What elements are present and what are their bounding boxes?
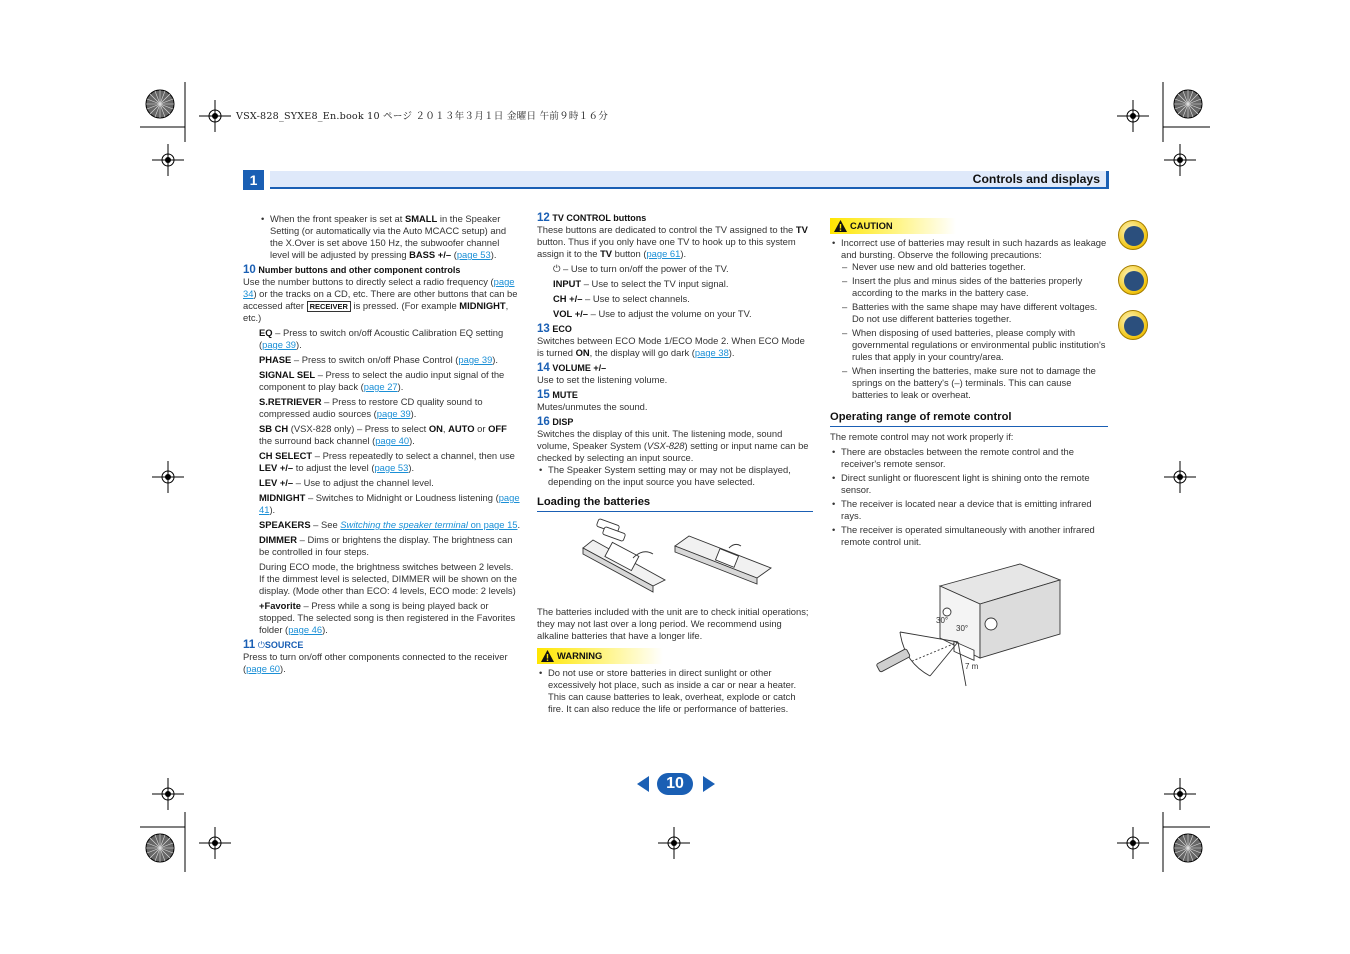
list-item: • The Speaker System setting may or may not be displayed, depending on the input source you have selected.	[537, 464, 813, 488]
warning-text: • Do not use or store batteries in direct sunlight or other excessively hot place, such as inside a car or near a heater. This can cause batteries to leak, overheat, explode or catch fire. It can also reduce the life or performance of batteries.	[537, 667, 813, 715]
list-item: – Never use new and old batteries together.	[832, 261, 1108, 273]
angle-label-left: 30°	[936, 616, 949, 625]
section-13-heading: 13 ECO	[537, 323, 572, 335]
page-link[interactable]: page 40	[375, 435, 410, 446]
range-intro: The remote control may not work properly if:	[830, 431, 1014, 442]
list-item: – Batteries with the same shape may have different voltages. Do not use different batteries together.	[832, 301, 1108, 325]
signal-sel-item: SIGNAL SEL – Press to select the audio input signal of the component to play back (page 27).	[259, 369, 505, 392]
page-link[interactable]: page 34	[243, 276, 515, 299]
angle-label-right: 30°	[956, 624, 969, 633]
index-icon[interactable]	[1118, 265, 1148, 295]
page-link[interactable]: page 53	[374, 462, 409, 473]
list-item: – When disposing of used batteries, please comply with governmental regulations or environmental public institution's rules that apply in your country/area.	[832, 327, 1108, 363]
section-13-text: Switches between ECO Mode 1/ECO Mode 2. When ECO Mode is turned ON, the display will go dark (page 38).	[537, 335, 805, 358]
eco-dimmer-note: During ECO mode, the brightness switches between 2 levels. If the dimmest level is selected, DIMMER will be shown on the display. (Mode other than ECO: 4 levels, ECO mode: 2 levels)	[259, 561, 517, 596]
section-16-text: Switches the display of this unit. The listening mode, sound volume, Speaker System (VSX-828) setting or input name can be checked by selecting an input source.	[537, 428, 809, 463]
list-item: • The receiver is operated simultaneously with another infrared remote control unit.	[830, 524, 1108, 548]
page-link[interactable]: page 46	[288, 624, 323, 635]
chapter-number: 1	[243, 170, 264, 190]
column-left	[243, 213, 521, 678]
list-item: • There are obstacles between the remote control and the receiver's remote sensor.	[830, 446, 1108, 470]
header-band	[270, 171, 1109, 189]
caution-text: • Incorrect use of batteries may result in such hazards as leakage and bursting. Observe the following precautions:	[830, 237, 1108, 261]
column-middle	[537, 212, 813, 715]
page-number: 10	[657, 773, 693, 795]
next-page-icon[interactable]	[701, 776, 715, 792]
speaker-terminal-link[interactable]: Switching the speaker terminal on page 15	[340, 519, 518, 530]
list-item: – When inserting the batteries, make sure not to damage the springs on the battery's (–) terminals. This can cause batteries to leak or overheat.	[832, 365, 1108, 401]
warning-badge: WARNING	[537, 648, 663, 664]
section-15-text: Mutes/unmutes the sound.	[537, 401, 648, 412]
receiver-button-label: RECEIVER	[307, 301, 351, 312]
tv-vol-item: VOL +/– – Use to adjust the volume on your TV.	[553, 308, 752, 319]
list-item: – Insert the plus and minus sides of the batteries properly according to the marks in the battery case.	[832, 275, 1108, 299]
ch-select-item: CH SELECT – Press repeatedly to select a channel, then use LEV +/– to adjust the level (page 53).	[259, 450, 515, 473]
section-15-heading: 15 MUTE	[537, 389, 578, 401]
page-title: Controls and displays	[972, 172, 1100, 186]
section-14-text: Use to set the listening volume.	[537, 374, 668, 385]
range-title: Operating range of remote control	[830, 411, 1108, 427]
bass-note	[243, 213, 521, 261]
page-link[interactable]: page 61	[646, 248, 681, 259]
tv-ch-item: CH +/– – Use to select channels.	[553, 293, 690, 304]
tv-power-item: ⏻ – Use to turn on/off the power of the TV.	[553, 263, 729, 274]
page-link[interactable]: page 53	[456, 249, 491, 260]
section-14-heading: 14 VOLUME +/–	[537, 362, 607, 374]
page-navigator	[637, 773, 715, 795]
sb-ch-item: SB CH (VSX-828 only) – Press to select ON, AUTO or OFF the surround back channel (page 40).	[259, 423, 507, 446]
eq-item: EQ – Press to switch on/off Acoustic Calibration EQ setting (page 39).	[259, 327, 504, 350]
power-icon: ⏻	[553, 263, 561, 274]
power-icon: ⏻	[257, 640, 265, 650]
battery-loading-illustration	[581, 518, 781, 598]
loading-batteries-title: Loading the batteries	[537, 496, 813, 512]
list-item: • Direct sunlight or fluorescent light is shining onto the remote sensor.	[830, 472, 1108, 496]
chapter-header	[243, 170, 1109, 190]
list-item: • When the front speaker is set at SMALL in the Speaker Setting (or automatically via the Auto MCACC setup) and the X.Over is set above 150 Hz, the subwoofer channel level will be adjusted by pressing BASS +/– (page 53).	[259, 213, 521, 261]
page-link[interactable]: page 39	[262, 339, 297, 350]
lev-item: LEV +/– – Use to adjust the channel level.	[259, 477, 434, 488]
page-link[interactable]: page 39	[458, 354, 493, 365]
column-right	[830, 218, 1108, 688]
table-of-contents-icon[interactable]	[1118, 220, 1148, 250]
page-link[interactable]: page 41	[259, 492, 520, 515]
page-link[interactable]: page 60	[246, 663, 281, 674]
speakers-item: SPEAKERS – See Switching the speaker terminal on page 15.	[259, 519, 521, 530]
phase-item: PHASE – Press to switch on/off Phase Control (page 39).	[259, 354, 499, 365]
page-link[interactable]: page 27	[363, 381, 398, 392]
warning-icon	[540, 649, 555, 663]
faq-icon[interactable]	[1118, 310, 1148, 340]
remote-range-diagram	[870, 558, 1110, 688]
precautions-list	[830, 261, 1108, 401]
distance-label: 7 m	[965, 662, 979, 671]
caution-badge: CAUTION	[830, 218, 956, 234]
batteries-note: The batteries included with the unit are to check initial operations; they may not last over a long period. We recommend using alkaline batteries that have a longer life.	[537, 606, 809, 641]
s-retriever-item: S.RETRIEVER – Press to restore CD quality sound to compressed audio sources (page 39).	[259, 396, 483, 419]
section-11-heading: 11 ⏻SOURCE	[243, 639, 304, 651]
section-10-text: Use the number buttons to directly select a radio frequency (page 34) or the tracks on a CD, etc. There are other buttons that can be accessed after RECEIVER is pressed. (For example MIDNIGHT, etc.)	[243, 276, 518, 323]
tv-input-item: INPUT – Use to select the TV input signal.	[553, 278, 729, 289]
page-link[interactable]: page 38	[694, 347, 729, 358]
previous-page-icon[interactable]	[637, 776, 651, 792]
list-item: • The receiver is located near a device that is emitting infrared rays.	[830, 498, 1108, 522]
midnight-item: MIDNIGHT – Switches to Midnight or Loudness listening (page 41).	[259, 492, 520, 515]
dimmer-item: DIMMER – Dims or brightens the display. The brightness can be controlled in four steps.	[259, 534, 513, 557]
caution-icon	[833, 219, 848, 233]
page-link[interactable]: page 39	[376, 408, 411, 419]
section-12-text: These buttons are dedicated to control the TV assigned to the TV button. Thus if you only have one TV to hook up to this system assign it to the TV button (page 61).	[537, 224, 808, 259]
section-12-heading: 12 TV CONTROL buttons	[537, 212, 647, 224]
section-10-heading: 10 Number buttons and other component controls	[243, 264, 461, 276]
favorite-item: +Favorite – Press while a song is being played back or stopped. The selected song is then registered in the Favorites folder (page 46).	[259, 600, 516, 635]
section-11-text: Press to turn on/off other components connected to the receiver (page 60).	[243, 651, 508, 674]
print-header-line: VSX-828_SYXE8_En.book 10 ページ ２０１３年３月１日 金曜日 午前９時１６分	[236, 111, 609, 122]
section-16-heading: 16 DISP	[537, 416, 574, 428]
